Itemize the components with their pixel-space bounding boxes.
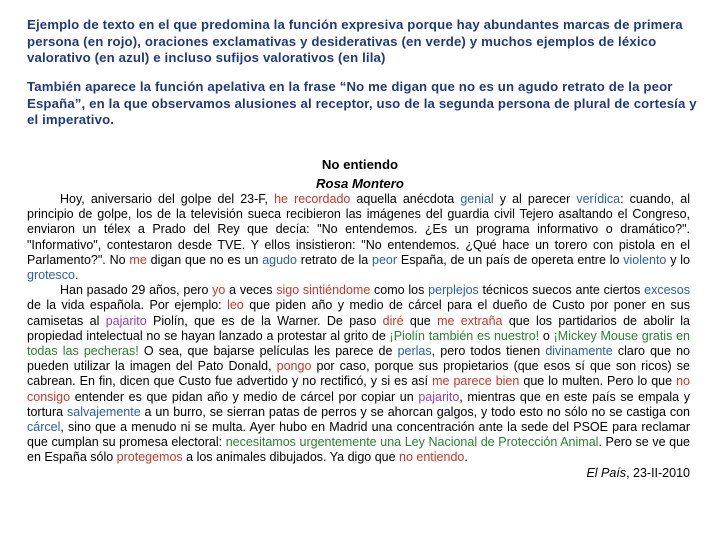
- article-body: [27, 192, 690, 481]
- text-run: aquella anécdota: [350, 192, 461, 206]
- article-paragraph: [27, 192, 690, 283]
- text-run: retrato de la: [296, 252, 373, 267]
- text-run: por caso, porque sus propietarios (que esos sí que son ricos) se cabrean. En fin, dicen que Custo fue advertido y no rectificó, y si es así: [27, 359, 691, 389]
- text-run: .: [74, 268, 79, 283]
- text-run: y lo: [666, 252, 690, 267]
- text-run: verídica: [576, 192, 621, 206]
- text-run: y al parecer: [493, 192, 577, 206]
- text-run: salvajemente: [67, 404, 141, 419]
- text-run: pajarito: [418, 389, 460, 404]
- article-signature: [27, 466, 690, 481]
- text-run: leo: [227, 298, 244, 313]
- text-run: , pero todos tienen: [431, 344, 546, 359]
- text-run: perplejos: [428, 283, 479, 298]
- intro-paragraph-1: Ejemplo de texto en el que predomina la función expresiva porque hay abundantes marcas de primera persona (en rojo), oraciones exclamativas y desiderativas (en verde) y muchos ejemplos de léxico valorativo (en azul) e incluso sufijos valorativos (en lila): [27, 17, 683, 65]
- text-run: como los: [370, 283, 429, 298]
- text-run: peor: [372, 252, 398, 267]
- text-run: sigo sintiéndome: [276, 283, 371, 298]
- text-run: no entiendo: [399, 450, 465, 465]
- text-run: protegemos: [116, 450, 183, 465]
- text-run: violento: [623, 252, 667, 267]
- text-run: a los animales dibujados. Ya digo que: [182, 450, 400, 465]
- text-run: no consigo: [27, 374, 691, 404]
- text-run: perlas: [397, 344, 432, 359]
- text-run: pongo: [276, 359, 312, 374]
- text-run: España, de un país de opereta entre lo: [397, 252, 624, 267]
- text-run: ¡Mickey Mouse gratis en todas las pecheras!: [27, 328, 690, 359]
- text-run: genial: [460, 192, 494, 206]
- text-run: o: [539, 328, 554, 343]
- source-name: El País: [586, 465, 627, 480]
- text-run: , mientras que en este país se empala y tortura: [27, 389, 690, 419]
- text-run: que lo multen. Pero lo que: [519, 374, 677, 389]
- text-run: a un burro, se sierran patas de perros y se ahorcan galgos, y todo esto no sólo no se castiga con: [140, 404, 690, 419]
- text-run: , sino que a menudo ni se multa. Ayer hubo en Madrid una concentración ante la sede del PSOE para reclamar que cumplan su promesa electoral:: [27, 420, 690, 450]
- text-run: que: [403, 313, 438, 328]
- text-run: Han pasado 29 años, pero: [60, 283, 213, 298]
- text-run: que los partidarios de abolir la propiedad intelectual no se hayan lanzado a protestar al grito de: [27, 313, 690, 343]
- text-run: de la vida española. Por ejemplo:: [27, 298, 228, 313]
- text-run: que piden año y medio de cárcel para el dueño de Custo por poner en sus camisetas al: [27, 298, 690, 328]
- text-run: grotesco: [27, 268, 75, 283]
- text-run: he recordado: [274, 192, 351, 206]
- text-run: digan que no es un: [146, 252, 263, 267]
- text-run: pajarito: [105, 313, 147, 328]
- text-run: me: [129, 252, 147, 267]
- article-paragraph: [27, 283, 690, 465]
- text-run: O sea, que bajarse películas les parece de: [138, 344, 398, 359]
- text-run: me parece bien: [432, 374, 520, 389]
- text-run: a veces: [225, 283, 277, 298]
- publication-date: , 23-II-2010: [626, 465, 690, 480]
- text-run: ¡Piolín también es nuestro!: [389, 328, 540, 343]
- text-run: técnicos suecos ante ciertos: [478, 283, 645, 298]
- text-run: diré: [382, 313, 404, 328]
- text-run: .: [464, 450, 468, 465]
- text-run: me extraña: [437, 313, 503, 328]
- text-run: cárcel: [27, 420, 61, 435]
- text-run: necesitamos urgentemente una Ley Nacional de Protección Animal: [225, 435, 599, 450]
- intro-paragraph-2: También aparece la función apelativa en la frase “No me digan que no es un agudo retrato de la peor España”, en la que observamos alusiones al receptor, uso de la segunda persona de plural de cortesía y el imperativo.: [27, 79, 697, 127]
- article-author: Rosa Montero: [316, 176, 404, 191]
- text-run: excesos: [644, 283, 690, 298]
- text-run: : cuando, al principio de golpe, los de la televisión sueca recibieron las imágenes del guardia civil Tejero asaltando el Congreso, enviaron un télex a Prado del Rey que decía: "No entendemos. ¿Es un programa informativo o dramático?". "Informativo", contestaron desde TVE. Y ellos insistieron: "No entendemos. ¿Qué hace un torero con pistola en el Parlamento?". No: [27, 192, 690, 267]
- text-run: agudo: [262, 252, 297, 267]
- text-run: Hoy, aniversario del golpe del 23-F,: [60, 192, 275, 206]
- text-run: yo: [212, 283, 226, 298]
- text-run: Piolín, que es de la Warner. De paso: [146, 313, 383, 328]
- text-run: entender es que pidan año y medio de cárcel por copiar un: [70, 389, 419, 404]
- article-title: No entiendo: [321, 157, 399, 172]
- text-run: divinamente: [545, 344, 613, 359]
- text-run: . Pero se ve que en España sólo: [27, 435, 691, 465]
- text-run: claro que no pueden utilizar la imagen del Pato Donald,: [27, 344, 690, 374]
